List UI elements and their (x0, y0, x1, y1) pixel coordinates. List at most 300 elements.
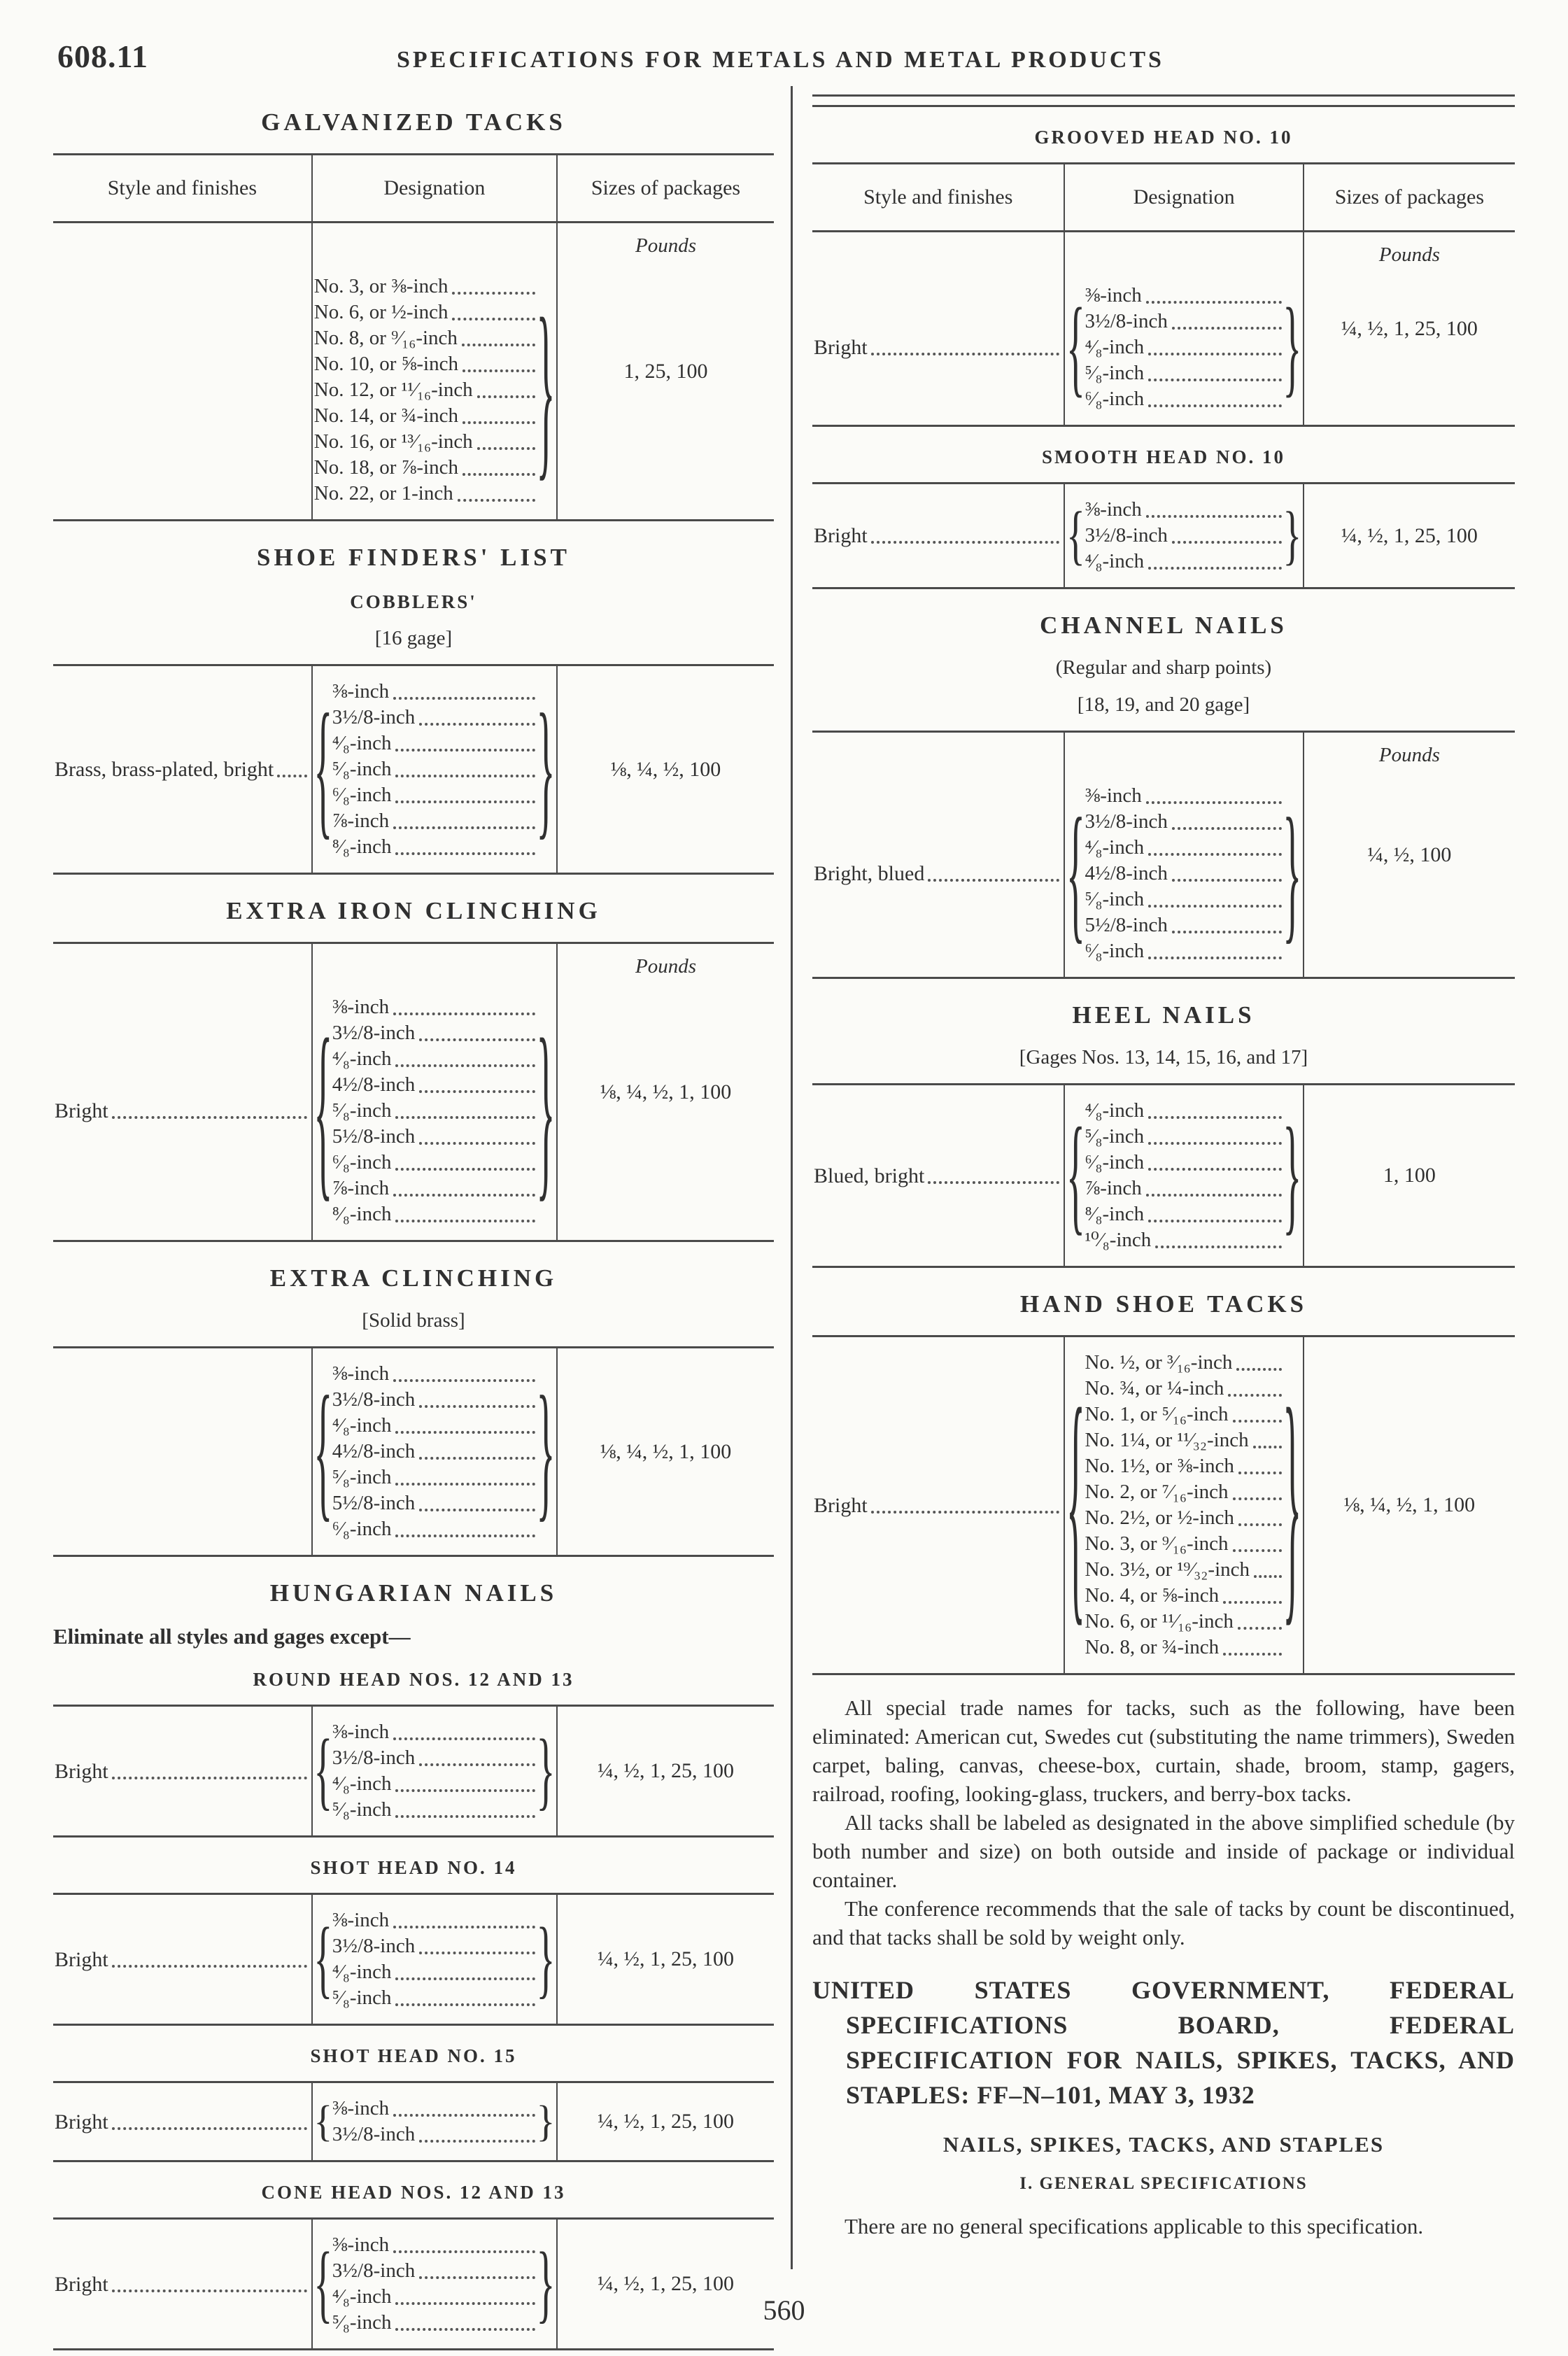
designation-item (1085, 309, 1283, 334)
pounds-unit-label: Pounds (1378, 744, 1440, 766)
dotted-leader (419, 2140, 535, 2143)
designation-item-label: No. 22, or 1-inch (313, 482, 453, 505)
dotted-leader (1253, 1446, 1282, 1448)
dotted-leader (395, 1483, 535, 1486)
dotted-leader (1223, 1601, 1282, 1604)
dotted-leader (1148, 353, 1282, 355)
designation-item (314, 403, 537, 429)
designation-item-label: ⁵⁄₈-inch (332, 2311, 392, 2334)
designation-item-list (332, 1719, 537, 1823)
designation-item (332, 1387, 537, 1413)
sizes-cell (558, 1707, 774, 1835)
dotted-leader (1146, 1194, 1282, 1197)
designation-item-label: ⁴⁄₈-inch (332, 1047, 392, 1070)
section-subtitle: COBBLERS' (350, 591, 477, 612)
dotted-leader (393, 697, 535, 700)
dotted-leader (395, 1535, 535, 1537)
left-brace-glyph (1066, 1102, 1085, 1249)
designation-item (332, 834, 537, 860)
designation-item (332, 1745, 537, 1771)
designation-item-label: No. 6, or ½-inch (313, 301, 448, 323)
section-number: 608.11 (57, 38, 148, 74)
right-brace-glyph (536, 1722, 556, 1820)
designation-item-label: No. ¾, or ¼-inch (1085, 1377, 1224, 1399)
dotted-leader (393, 2250, 535, 2253)
designation-item (1085, 1609, 1283, 1635)
section-subtitle: ROUND HEAD NOS. 12 AND 13 (253, 1669, 574, 1690)
designation-item-label: 3½/8-inch (332, 1935, 416, 1957)
designation-item-label: ⁴⁄₈-inch (1085, 336, 1145, 358)
designation-item (1085, 1583, 1283, 1609)
designation-item-label: No. 16, or ¹³⁄₁₆-inch (313, 430, 473, 453)
dotted-leader (393, 1379, 535, 1382)
designation-item-label: No. 3, or ⅜-inch (313, 275, 448, 297)
designation-item (332, 1150, 537, 1176)
dotted-leader (395, 1815, 535, 1818)
dotted-leader (1148, 1116, 1282, 1119)
body-paragraphs (812, 1693, 1515, 1952)
dotted-leader (395, 1431, 535, 1434)
designation-item-label: No. 6, or ¹¹⁄₁₆-inch (1085, 1610, 1234, 1632)
dotted-leader (419, 1457, 535, 1460)
designation-item (332, 1933, 537, 1959)
sizes-cell (1304, 733, 1515, 977)
style-entry (814, 334, 1061, 360)
designation-cell (313, 2083, 558, 2160)
dotted-leader (1172, 827, 1282, 830)
designation-item-list (1085, 1098, 1283, 1253)
designation-item (1085, 1402, 1283, 1427)
designation-item-label: 5½/8-inch (332, 1125, 416, 1148)
designation-item-label: ⅞-inch (1085, 1177, 1142, 1199)
designation-item-label: 3½/8-inch (332, 706, 416, 728)
section-title: SHOT HEAD NO. 14 (310, 1857, 517, 1878)
right-brace-glyph (1283, 499, 1302, 572)
style-entry-label: Bright (814, 524, 868, 547)
designation-item (1085, 1350, 1283, 1376)
right-brace-glyph (536, 280, 556, 500)
designation-item (1085, 386, 1283, 412)
designation-item (314, 325, 537, 351)
sizes-value: ¼, ½, 100 (1367, 842, 1452, 866)
section-title: HUNGARIAN NAILS (269, 1579, 558, 1607)
pounds-unit-label: Pounds (1378, 244, 1440, 266)
designation-item (332, 1516, 537, 1542)
designation-item-list (332, 994, 537, 1227)
table-section-channel-nails (812, 612, 1515, 979)
designation-item-label: 3½/8-inch (1085, 524, 1168, 546)
dotted-leader (395, 2328, 535, 2331)
left-brace-char: { (1066, 499, 1085, 572)
left-brace-glyph (314, 2099, 332, 2144)
table-continuation-rule (812, 94, 1515, 107)
dotted-leader (1148, 905, 1282, 908)
designation-item-label: No. 2, or ⁷⁄₁₆-inch (1085, 1481, 1229, 1503)
dotted-leader (112, 2127, 307, 2130)
right-brace-char: } (1283, 286, 1302, 409)
right-brace-char: } (536, 1910, 556, 2008)
dotted-leader (458, 499, 535, 502)
dotted-leader (419, 1952, 535, 1954)
designation-item-label: No. 3, or ⁹⁄₁₆-inch (1085, 1532, 1229, 1555)
section-subtitle: [16 gage] (374, 627, 453, 649)
table-section-hand-shoe-tacks (812, 1290, 1515, 1675)
table-section-hungarian-nails (53, 1579, 774, 1837)
data-table (812, 731, 1515, 979)
designation-item-label: 5½/8-inch (1085, 914, 1168, 936)
designation-item-list (1085, 497, 1283, 574)
right-brace-char: } (1283, 788, 1302, 959)
designation-item-label: ⁶⁄₈-inch (332, 1518, 392, 1540)
body-paragraphs (812, 2212, 1515, 2241)
designation-item-label: ⁴⁄₈-inch (1085, 836, 1145, 859)
left-brace-glyph (1066, 499, 1085, 572)
table-row (812, 1337, 1515, 1673)
designation-item-label: 3½/8-inch (332, 1747, 416, 1769)
dotted-leader (1223, 1653, 1282, 1656)
style-entry (55, 2271, 309, 2297)
style-cell (53, 2220, 313, 2348)
dotted-leader (871, 353, 1060, 355)
designation-item-label: ⁴⁄₈-inch (1085, 550, 1145, 572)
designation-item (332, 1176, 537, 1201)
designation-item (1085, 360, 1283, 386)
designation-item (1085, 334, 1283, 360)
right-brace-char: } (1283, 1102, 1302, 1249)
designation-item-label: No. 3½, or ¹⁹⁄₃₂-inch (1085, 1558, 1250, 1581)
centered-subheading: I. GENERAL SPECIFICATIONS (1019, 2174, 1308, 2193)
designation-item (1085, 283, 1283, 309)
sizes-cell (558, 2083, 774, 2160)
designation-item-label: ⁴⁄₈-inch (332, 1414, 392, 1437)
dotted-leader (1146, 301, 1282, 304)
sizes-cell (558, 223, 774, 519)
right-brace-char: } (1283, 499, 1302, 572)
section-title: SHOE FINDERS' LIST (257, 544, 570, 571)
dotted-leader (1146, 515, 1282, 518)
designation-item-label: ⅜-inch (332, 2234, 390, 2256)
style-cell (53, 1707, 313, 1835)
designation-item (1085, 1531, 1283, 1557)
sizes-cell (558, 666, 774, 873)
section-subtitle: [Solid brass] (362, 1309, 465, 1332)
column-header-sizes: Sizes of packages (591, 176, 741, 199)
sizes-value: ¼, ½, 1, 25, 100 (597, 2272, 734, 2295)
designation-item (332, 1413, 537, 1439)
sizes-value: ⅛, ¼, ½, 1, 100 (1343, 1493, 1476, 1516)
dotted-leader (395, 1116, 535, 1119)
right-brace-char: } (536, 1366, 556, 1537)
sizes-value: 1, 25, 100 (623, 359, 708, 383)
designation-item (314, 351, 537, 377)
dotted-leader (1146, 801, 1282, 804)
dotted-leader (1238, 1472, 1282, 1474)
right-brace-char: } (536, 684, 556, 855)
dotted-leader (395, 1168, 535, 1171)
designation-item-label: 3½/8-inch (332, 1022, 416, 1044)
designation-item (332, 2258, 537, 2284)
section-title: GALVANIZED TACKS (261, 108, 566, 136)
dotted-leader (419, 1142, 535, 1145)
designation-item (332, 1361, 537, 1387)
dotted-leader (1148, 1142, 1282, 1145)
dotted-leader (393, 1737, 535, 1740)
paragraph: All special trade names for tacks, such as the following, have been eliminated: American cut, Swedes cut (substituting the name trimmers), Sweden carpet, baling, canvas, cheese-box, curtain, shade, broom, stamp, gagers, railroad, roofing, looking-glass, truckers, and berry-box tacks. (812, 1695, 1515, 1806)
dotted-leader (1148, 567, 1282, 570)
designation-item (1085, 1150, 1283, 1176)
data-table (53, 1346, 774, 1557)
style-entry-label: Bright (55, 1759, 108, 1783)
section-title: CONE HEAD NOS. 12 AND 13 (261, 2182, 566, 2203)
dotted-leader (395, 800, 535, 803)
designation-item (1085, 1176, 1283, 1201)
style-cell (812, 1085, 1065, 1266)
dotted-leader (452, 292, 535, 295)
table-row (53, 2083, 774, 2160)
designation-item-label: No. 18, or ⅞-inch (313, 456, 458, 479)
sizes-value: ¼, ½, 1, 25, 100 (1341, 523, 1478, 547)
designation-item (332, 1490, 537, 1516)
data-table (812, 162, 1515, 427)
table-row (53, 666, 774, 873)
table-row (812, 484, 1515, 587)
dotted-leader (395, 1220, 535, 1222)
designation-cell (1065, 1337, 1304, 1673)
table-row (812, 733, 1515, 977)
designation-item-label: ⁵⁄₈-inch (332, 758, 392, 780)
designation-item (332, 1771, 537, 1797)
left-brace-glyph (1066, 1359, 1085, 1651)
designation-cell (1065, 232, 1304, 425)
sizes-value: ⅛, ¼, ½, 1, 100 (600, 1439, 732, 1463)
designation-item-label: ⅜-inch (332, 2097, 390, 2119)
designation-cell (313, 944, 558, 1240)
dotted-leader (277, 775, 307, 777)
left-brace-glyph (313, 1001, 333, 1221)
designation-item-label: ⅜-inch (332, 996, 390, 1018)
dotted-leader (395, 1789, 535, 1792)
column-header-designation: Designation (1065, 164, 1304, 230)
designation-item (1085, 1505, 1283, 1531)
dotted-leader (419, 1038, 535, 1041)
designation-item (314, 481, 537, 507)
page-number: 560 (763, 2294, 805, 2326)
designation-item-label: 3½/8-inch (332, 1388, 416, 1411)
designation-item (1085, 809, 1283, 835)
designation-item-label: ⅞-inch (332, 1177, 390, 1199)
left-brace-char: { (313, 1001, 333, 1221)
designation-item-label: 3½/8-inch (1085, 810, 1168, 833)
designation-cell (313, 1895, 558, 2024)
designation-item (332, 731, 537, 756)
designation-item-label: ⁶⁄₈-inch (332, 784, 392, 806)
designation-item (332, 1465, 537, 1490)
designation-item (332, 1072, 537, 1098)
designation-item-list (314, 274, 537, 507)
style-cell (812, 1337, 1065, 1673)
designation-item (1085, 887, 1283, 912)
designation-item-label: ⅜-inch (1085, 784, 1142, 807)
left-brace-glyph (313, 1722, 333, 1820)
dotted-leader (1233, 1420, 1282, 1423)
section-title: HAND SHOE TACKS (1019, 1290, 1308, 1318)
designation-item-label: ⁴⁄₈-inch (332, 1961, 392, 1983)
designation-item (1085, 1453, 1283, 1479)
sizes-cell (1304, 232, 1515, 425)
dotted-leader (1172, 327, 1282, 330)
dotted-leader (477, 447, 535, 450)
section-title: SHOT HEAD NO. 15 (310, 2045, 517, 2066)
right-brace-glyph (536, 1366, 556, 1537)
designation-item-label: No. 1, or ⁵⁄₁₆-inch (1085, 1403, 1229, 1425)
dotted-leader (112, 1777, 307, 1779)
designation-item-label: ⁵⁄₈-inch (1085, 362, 1145, 384)
style-entry (814, 1163, 1061, 1189)
designation-item-label: ⁸⁄₈-inch (332, 835, 392, 858)
column-header-designation: Designation (313, 155, 558, 221)
left-brace-char: { (313, 1910, 333, 2008)
designation-item-label: No. 1½, or ⅜-inch (1085, 1455, 1234, 1477)
paragraph: All tacks shall be labeled as designated in the above simplified schedule (by both number and size) on both outside and inside of package or individual container. (812, 1810, 1515, 1892)
data-table (53, 942, 774, 1242)
designation-cell (313, 1707, 558, 1835)
designation-item (314, 455, 537, 481)
dotted-leader (395, 1064, 535, 1067)
designation-item (332, 1719, 537, 1745)
table-row (53, 944, 774, 1240)
designation-item (332, 2096, 537, 2122)
designation-item-label: 3½/8-inch (332, 2123, 416, 2145)
sizes-value: ¼, ½, 1, 25, 100 (1341, 316, 1478, 340)
right-brace-glyph (1283, 1359, 1302, 1651)
table-row (53, 1895, 774, 2024)
style-cell (812, 733, 1065, 977)
dotted-leader (395, 749, 535, 752)
designation-item (332, 679, 537, 705)
dotted-leader (871, 1511, 1060, 1514)
dotted-leader (1148, 1168, 1282, 1171)
dotted-leader (871, 541, 1060, 544)
designation-item-list (332, 1361, 537, 1542)
right-brace-glyph (536, 1001, 556, 1221)
dotted-leader (1148, 404, 1282, 407)
dotted-leader (1254, 1575, 1282, 1578)
designation-cell (313, 2220, 558, 2348)
style-entry-label: Brass, brass-plated, bright (55, 758, 274, 781)
designation-item-label: ⁴⁄₈-inch (332, 1772, 392, 1795)
sizes-value: 1, 100 (1383, 1164, 1436, 1187)
designation-item-label: ⁶⁄₈-inch (1085, 388, 1145, 410)
designation-item (332, 2122, 537, 2147)
table-row (812, 232, 1515, 425)
designation-item-list (1085, 1350, 1283, 1660)
left-brace-char: { (1066, 1102, 1085, 1249)
designation-item (314, 429, 537, 455)
style-cell (53, 944, 313, 1240)
designation-item (332, 1046, 537, 1072)
designation-item (332, 1797, 537, 1823)
designation-item (314, 274, 537, 299)
designation-item-label: ⁵⁄₈-inch (1085, 1125, 1145, 1148)
section-subtitle: [18, 19, and 20 gage] (1077, 693, 1250, 716)
dotted-leader (462, 369, 535, 372)
designation-item (332, 1020, 537, 1046)
dotted-leader (1172, 879, 1282, 882)
data-table (812, 1083, 1515, 1268)
style-entry-label: Bright (55, 1947, 108, 1971)
data-table (53, 1705, 774, 1837)
designation-item-label: ¹⁰⁄₈-inch (1085, 1229, 1152, 1251)
dotted-leader (1238, 1523, 1282, 1526)
sizes-cell (558, 1348, 774, 1555)
designation-item (332, 994, 537, 1020)
style-entry (55, 1947, 309, 1973)
sizes-value: ⅛, ¼, ½, 1, 100 (600, 1080, 732, 1103)
paragraph: There are no general specifications applicable to this specification. (845, 2214, 1424, 2238)
designation-item-label: 3½/8-inch (1085, 310, 1168, 332)
designation-item (1085, 523, 1283, 549)
dotted-leader (1233, 1497, 1282, 1500)
designation-item (1085, 1479, 1283, 1505)
designation-item-label: ⅜-inch (332, 1721, 390, 1743)
dotted-leader (1148, 379, 1282, 381)
dotted-leader (1233, 1549, 1282, 1552)
sizes-cell (1304, 1085, 1515, 1266)
left-brace-glyph (1066, 788, 1085, 959)
designation-cell (1065, 733, 1304, 977)
dotted-leader (112, 1965, 307, 1968)
dotted-leader (928, 1181, 1059, 1184)
dotted-leader (1172, 931, 1282, 933)
designation-item (332, 756, 537, 782)
left-brace-glyph (313, 684, 333, 855)
style-entry (814, 523, 1061, 549)
designation-cell (313, 1348, 558, 1555)
designation-item-label: 4½/8-inch (332, 1073, 416, 1096)
designation-item-label: ⁵⁄₈-inch (1085, 888, 1145, 910)
style-entry (55, 756, 309, 782)
right-brace-char: } (536, 280, 556, 500)
table-section-smooth-head-no-10 (812, 446, 1515, 589)
designation-item-label: ⁵⁄₈-inch (332, 1987, 392, 2009)
dotted-leader (393, 1194, 535, 1197)
left-brace-char: { (1066, 286, 1085, 409)
section-note: Eliminate all styles and gages except— (53, 1624, 411, 1649)
table-header-row (812, 164, 1515, 232)
left-brace-char: { (1066, 788, 1085, 959)
data-table (812, 482, 1515, 589)
designation-item-label: ⁸⁄₈-inch (332, 1203, 392, 1225)
table-section-grooved-head-no-10 (812, 127, 1515, 427)
dotted-leader (395, 775, 535, 777)
designation-item-label: ⁶⁄₈-inch (1085, 940, 1145, 962)
dotted-leader (395, 1977, 535, 1980)
designation-item (332, 1439, 537, 1465)
style-entry (814, 1493, 1061, 1518)
style-cell (53, 223, 313, 519)
designation-item (332, 2232, 537, 2258)
designation-item-label: 5½/8-inch (332, 1492, 416, 1514)
style-cell (812, 484, 1065, 587)
column-header-sizes: Sizes of packages (1334, 185, 1485, 209)
designation-cell (313, 223, 558, 519)
sizes-value: ¼, ½, 1, 25, 100 (597, 2110, 734, 2133)
designation-item-label: 4½/8-inch (332, 1440, 416, 1462)
dotted-leader (928, 879, 1059, 882)
dotted-leader (462, 421, 535, 424)
designation-item-label: ⅜-inch (332, 1362, 390, 1385)
designation-item (1085, 783, 1283, 809)
